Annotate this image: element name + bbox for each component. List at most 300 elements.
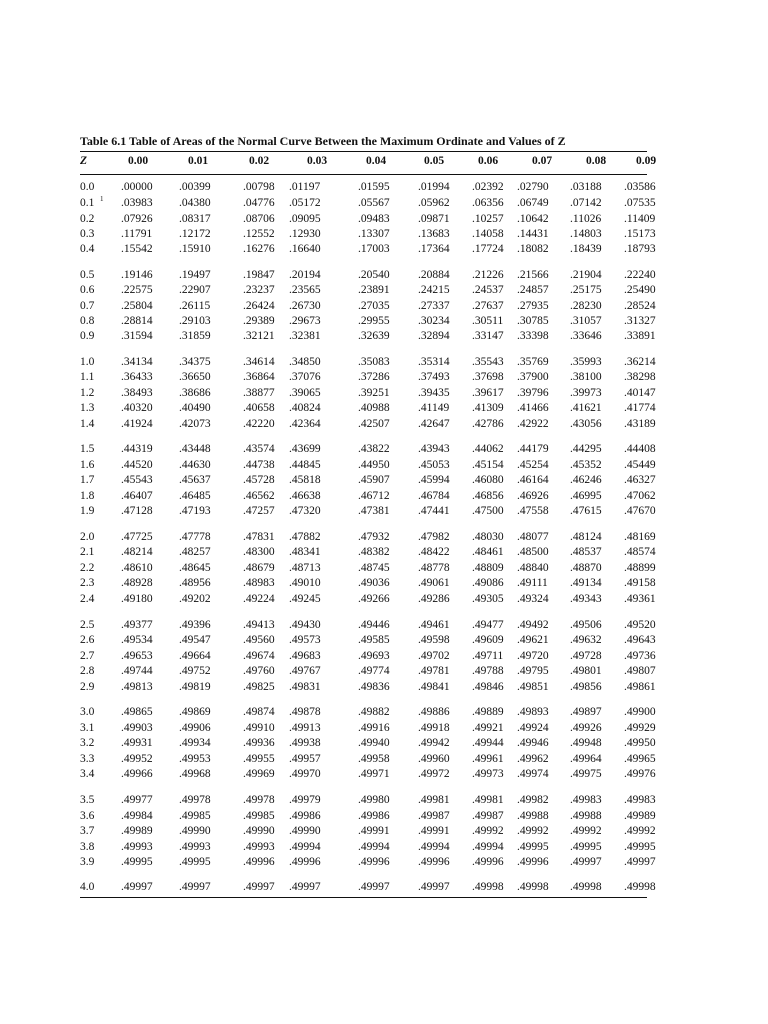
area-value: .49861 [624, 681, 656, 693]
area-value: .49964 [570, 753, 602, 765]
area-value: .49938 [289, 737, 321, 749]
area-value: .44295 [570, 443, 602, 455]
area-value: .47500 [472, 505, 504, 517]
area-value: .49916 [358, 722, 390, 734]
area-value: .49134 [570, 577, 602, 589]
table-row [0, 196, 768, 210]
area-value: .47831 [243, 531, 275, 543]
area-value: .49968 [179, 768, 211, 780]
area-value: .38298 [624, 371, 656, 383]
area-value: .49788 [472, 665, 504, 677]
area-value: .49921 [472, 722, 504, 734]
area-value: .49882 [358, 706, 390, 718]
area-value: .45818 [289, 474, 321, 486]
area-value: .45154 [472, 459, 504, 471]
area-value: .19847 [243, 269, 275, 281]
z-value: 3.2 [80, 737, 95, 749]
area-value: .49728 [570, 650, 602, 662]
area-value: .19146 [121, 269, 153, 281]
area-value: .49900 [624, 706, 656, 718]
area-value: .35543 [472, 356, 504, 368]
area-value: .21566 [517, 269, 549, 281]
area-value: .49744 [121, 665, 153, 677]
table-row [0, 417, 768, 431]
table-row [0, 268, 768, 282]
table-row [0, 633, 768, 647]
area-value: .49988 [570, 810, 602, 822]
area-value: .47615 [570, 505, 602, 517]
area-value: .49985 [179, 810, 211, 822]
area-value: .42220 [243, 418, 275, 430]
table-row [0, 545, 768, 559]
z-value: 3.4 [80, 768, 95, 780]
area-value: .49992 [472, 825, 504, 837]
area-value: .49936 [243, 737, 275, 749]
z-value: 3.7 [80, 825, 95, 837]
area-value: .49993 [243, 841, 275, 853]
table-row [0, 530, 768, 544]
area-value: .18439 [570, 243, 602, 255]
area-value: .35083 [358, 356, 390, 368]
area-value: .47257 [243, 505, 275, 517]
area-value: .42073 [179, 418, 211, 430]
area-value: .30511 [472, 315, 504, 327]
area-value: .42922 [517, 418, 549, 430]
area-value: .48574 [624, 546, 656, 558]
area-value: .45907 [358, 474, 390, 486]
area-value: .37286 [358, 371, 390, 383]
area-value: .30785 [517, 315, 549, 327]
z-value: 2.1 [80, 546, 95, 558]
area-value: .49926 [570, 722, 602, 734]
area-value: .08706 [243, 213, 275, 225]
area-value: .13683 [418, 228, 450, 240]
area-value: .49430 [289, 619, 321, 631]
area-value: .29673 [289, 315, 321, 327]
area-value: .38100 [570, 371, 602, 383]
area-value: .49997 [179, 881, 211, 893]
z-value: 2.5 [80, 619, 95, 631]
area-value: .40658 [243, 402, 275, 414]
area-value: .49010 [289, 577, 321, 589]
area-value: .47128 [121, 505, 153, 517]
area-value: .22575 [121, 284, 153, 296]
area-value: .49992 [624, 825, 656, 837]
area-value: .33398 [517, 330, 549, 342]
table-row [0, 855, 768, 869]
area-value: .45053 [418, 459, 450, 471]
area-value: .39435 [418, 387, 450, 399]
area-value: .42364 [289, 418, 321, 430]
area-value: .49846 [472, 681, 504, 693]
area-value: .44738 [243, 459, 275, 471]
area-value: .24857 [517, 284, 549, 296]
area-value: .31594 [121, 330, 153, 342]
area-value: .49994 [358, 841, 390, 853]
table-row [0, 458, 768, 472]
area-value: .49874 [243, 706, 275, 718]
table-header-rule [80, 174, 647, 175]
area-value: .44319 [121, 443, 153, 455]
area-value: .43448 [179, 443, 211, 455]
area-value: .44520 [121, 459, 153, 471]
area-value: .49609 [472, 634, 504, 646]
area-value: .49996 [289, 856, 321, 868]
area-value: .06749 [517, 197, 549, 209]
area-value: .49985 [243, 810, 275, 822]
table-row [0, 767, 768, 781]
table-row [0, 561, 768, 575]
area-value: .49180 [121, 593, 153, 605]
area-value: .48169 [624, 531, 656, 543]
area-value: .49996 [472, 856, 504, 868]
area-value: .15173 [624, 228, 656, 240]
area-value: .29103 [179, 315, 211, 327]
area-value: .39251 [358, 387, 390, 399]
area-value: .49934 [179, 737, 211, 749]
z-value: 0.4 [80, 243, 95, 255]
z-value: 2.2 [80, 562, 95, 574]
z-value: 2.8 [80, 665, 95, 677]
table-top-rule [80, 151, 647, 152]
z-value: 0.1 [80, 197, 95, 209]
area-value: .49983 [624, 794, 656, 806]
area-value: .49996 [418, 856, 450, 868]
table-row [0, 370, 768, 384]
area-value: .34375 [179, 356, 211, 368]
table-row [0, 242, 768, 256]
table-row [0, 401, 768, 415]
table-row [0, 299, 768, 313]
z-value: 3.0 [80, 706, 95, 718]
area-value: .37698 [472, 371, 504, 383]
area-value: .49736 [624, 650, 656, 662]
z-value: 0.0 [80, 181, 95, 193]
area-value: .47558 [517, 505, 549, 517]
area-value: .49760 [243, 665, 275, 677]
z-value: 1.1 [80, 371, 95, 383]
area-value: .09483 [358, 213, 390, 225]
table-row [0, 592, 768, 606]
area-value: .49446 [358, 619, 390, 631]
table-row [0, 576, 768, 590]
area-value: .49942 [418, 737, 450, 749]
area-value: .11409 [624, 213, 656, 225]
area-value: .49506 [570, 619, 602, 631]
area-value: .49996 [517, 856, 549, 868]
z-value: 2.0 [80, 531, 95, 543]
area-value: .45637 [179, 474, 211, 486]
header-col: 0.04 [366, 155, 387, 167]
area-value: .40824 [289, 402, 321, 414]
area-value: .41466 [517, 402, 549, 414]
area-value: .48257 [179, 546, 211, 558]
area-value: .14431 [517, 228, 549, 240]
area-value: .03983 [121, 197, 153, 209]
area-value: .49989 [121, 825, 153, 837]
area-value: .49720 [517, 650, 549, 662]
area-value: .41924 [121, 418, 153, 430]
z-value: 2.9 [80, 681, 95, 693]
area-value: .19497 [179, 269, 211, 281]
area-value: .45449 [624, 459, 656, 471]
area-value: .02790 [517, 181, 549, 193]
table-row [0, 489, 768, 503]
area-value: .49702 [418, 650, 450, 662]
area-value: .49998 [517, 881, 549, 893]
area-value: .42647 [418, 418, 450, 430]
area-value: .47670 [624, 505, 656, 517]
area-value: .49924 [517, 722, 549, 734]
area-value: .49997 [624, 856, 656, 868]
area-value: .49952 [121, 753, 153, 765]
area-value: .40988 [358, 402, 390, 414]
area-value: .45728 [243, 474, 275, 486]
area-value: .47320 [289, 505, 321, 517]
area-value: .49972 [418, 768, 450, 780]
area-value: .49986 [289, 810, 321, 822]
header-col: 0.09 [636, 155, 657, 167]
area-value: .49974 [517, 768, 549, 780]
area-value: .49995 [179, 856, 211, 868]
area-value: .41309 [472, 402, 504, 414]
area-value: .49897 [570, 706, 602, 718]
area-value: .43822 [358, 443, 390, 455]
z-value: 3.8 [80, 841, 95, 853]
area-value: .49477 [472, 619, 504, 631]
area-value: .00000 [121, 181, 153, 193]
table-row [0, 355, 768, 369]
area-value: .49643 [624, 634, 656, 646]
area-value: .23565 [289, 284, 321, 296]
area-value: .22240 [624, 269, 656, 281]
area-value: .49711 [472, 650, 504, 662]
area-value: .47381 [358, 505, 390, 517]
z-value: 1.3 [80, 402, 95, 414]
table-row [0, 809, 768, 823]
area-value: .42786 [472, 418, 504, 430]
area-value: .47882 [289, 531, 321, 543]
area-value: .48610 [121, 562, 153, 574]
area-value: .46784 [418, 490, 450, 502]
area-value: .49998 [472, 881, 504, 893]
z-value: 0.8 [80, 315, 95, 327]
table-row [0, 442, 768, 456]
area-value: .49158 [624, 577, 656, 589]
area-value: .43943 [418, 443, 450, 455]
area-value: .11791 [121, 228, 153, 240]
area-value: .49305 [472, 593, 504, 605]
area-value: .09871 [418, 213, 450, 225]
table-row [0, 705, 768, 719]
area-value: .28230 [570, 300, 602, 312]
area-value: .48745 [358, 562, 390, 574]
area-value: .49674 [243, 650, 275, 662]
area-value: .03586 [624, 181, 656, 193]
area-value: .25804 [121, 300, 153, 312]
area-value: .48983 [243, 577, 275, 589]
area-value: .49653 [121, 650, 153, 662]
area-value: .28524 [624, 300, 656, 312]
area-value: .38686 [179, 387, 211, 399]
header-col: 0.05 [424, 155, 445, 167]
area-value: .28814 [121, 315, 153, 327]
area-value: .48645 [179, 562, 211, 574]
area-value: .48870 [570, 562, 602, 574]
area-value: .15910 [179, 243, 211, 255]
z-value: 1.6 [80, 459, 95, 471]
area-value: .48382 [358, 546, 390, 558]
z-value: 3.9 [80, 856, 95, 868]
area-value: .49825 [243, 681, 275, 693]
area-value: .47725 [121, 531, 153, 543]
area-value: .44179 [517, 443, 549, 455]
header-col: 0.07 [532, 155, 553, 167]
area-value: .49990 [243, 825, 275, 837]
area-value: .42507 [358, 418, 390, 430]
table-row [0, 824, 768, 838]
z-value: 3.3 [80, 753, 95, 765]
area-value: .49980 [358, 794, 390, 806]
area-value: .49996 [243, 856, 275, 868]
table-row [0, 680, 768, 694]
z-value: 1.4 [80, 418, 95, 430]
area-value: .49807 [624, 665, 656, 677]
area-value: .49994 [472, 841, 504, 853]
area-value: .31859 [179, 330, 211, 342]
area-value: .49993 [121, 841, 153, 853]
area-value: .46080 [472, 474, 504, 486]
area-value: .48500 [517, 546, 549, 558]
area-value: .36864 [243, 371, 275, 383]
area-value: .26424 [243, 300, 275, 312]
area-value: .43189 [624, 418, 656, 430]
area-value: .49851 [517, 681, 549, 693]
area-value: .00399 [179, 181, 211, 193]
area-value: .26115 [179, 300, 211, 312]
area-value: .49767 [289, 665, 321, 677]
area-value: .07535 [624, 197, 656, 209]
area-value: .33147 [472, 330, 504, 342]
area-value: .49819 [179, 681, 211, 693]
area-value: .49585 [358, 634, 390, 646]
area-value: .07926 [121, 213, 153, 225]
area-value: .49995 [624, 841, 656, 853]
area-value: .48899 [624, 562, 656, 574]
area-value: .49869 [179, 706, 211, 718]
area-value: .49560 [243, 634, 275, 646]
area-value: .47062 [624, 490, 656, 502]
area-value: .49983 [570, 794, 602, 806]
area-value: .49111 [517, 577, 548, 589]
area-value: .44062 [472, 443, 504, 455]
area-value: .39065 [289, 387, 321, 399]
area-value: .49836 [358, 681, 390, 693]
area-value: .27337 [418, 300, 450, 312]
area-value: .49988 [517, 810, 549, 822]
area-value: .49492 [517, 619, 549, 631]
area-value: .46995 [570, 490, 602, 502]
area-value: .01197 [289, 181, 321, 193]
area-value: .11026 [570, 213, 602, 225]
z-value: 1.0 [80, 356, 95, 368]
table-row [0, 618, 768, 632]
area-value: .35314 [418, 356, 450, 368]
area-value: .49573 [289, 634, 321, 646]
table-row [0, 329, 768, 343]
area-value: .49962 [517, 753, 549, 765]
area-value: .49979 [289, 794, 321, 806]
area-value: .46407 [121, 490, 153, 502]
area-value: .32639 [358, 330, 390, 342]
area-value: .36214 [624, 356, 656, 368]
area-value: .49994 [289, 841, 321, 853]
area-value: .49966 [121, 768, 153, 780]
area-value: .37900 [517, 371, 549, 383]
area-value: .49061 [418, 577, 450, 589]
area-value: .48778 [418, 562, 450, 574]
area-value: .48461 [472, 546, 504, 558]
area-value: .43574 [243, 443, 275, 455]
area-value: .31327 [624, 315, 656, 327]
area-value: .18793 [624, 243, 656, 255]
area-value: .49813 [121, 681, 153, 693]
z-value: 0.2 [80, 213, 95, 225]
area-value: .05172 [289, 197, 321, 209]
area-value: .47982 [418, 531, 450, 543]
area-value: .49997 [243, 881, 275, 893]
area-value: .49970 [289, 768, 321, 780]
area-value: .41774 [624, 402, 656, 414]
area-value: .25490 [624, 284, 656, 296]
z-value: 0.3 [80, 228, 95, 240]
area-value: .49324 [517, 593, 549, 605]
area-value: .49965 [624, 753, 656, 765]
area-value: .49547 [179, 634, 211, 646]
area-value: .29389 [243, 315, 275, 327]
area-value: .49534 [121, 634, 153, 646]
area-value: .49598 [418, 634, 450, 646]
area-value: .31057 [570, 315, 602, 327]
area-value: .15542 [121, 243, 153, 255]
area-value: .46327 [624, 474, 656, 486]
area-value: .49693 [358, 650, 390, 662]
area-value: .35993 [570, 356, 602, 368]
area-value: .40490 [179, 402, 211, 414]
area-value: .49996 [358, 856, 390, 868]
area-value: .49903 [121, 722, 153, 734]
area-value: .49994 [418, 841, 450, 853]
area-value: .49940 [358, 737, 390, 749]
area-value: .48713 [289, 562, 321, 574]
area-value: .23891 [358, 284, 390, 296]
table-row [0, 840, 768, 854]
area-value: .44950 [358, 459, 390, 471]
area-value: .49989 [624, 810, 656, 822]
area-value: .49982 [517, 794, 549, 806]
area-value: .40147 [624, 387, 656, 399]
area-value: .16640 [289, 243, 321, 255]
area-value: .13307 [358, 228, 390, 240]
area-value: .45543 [121, 474, 153, 486]
area-value: .49461 [418, 619, 450, 631]
area-value: .49955 [243, 753, 275, 765]
table-row [0, 752, 768, 766]
area-value: .49957 [289, 753, 321, 765]
area-value: .33891 [624, 330, 656, 342]
header-col: 0.08 [586, 155, 607, 167]
area-value: .49998 [624, 881, 656, 893]
